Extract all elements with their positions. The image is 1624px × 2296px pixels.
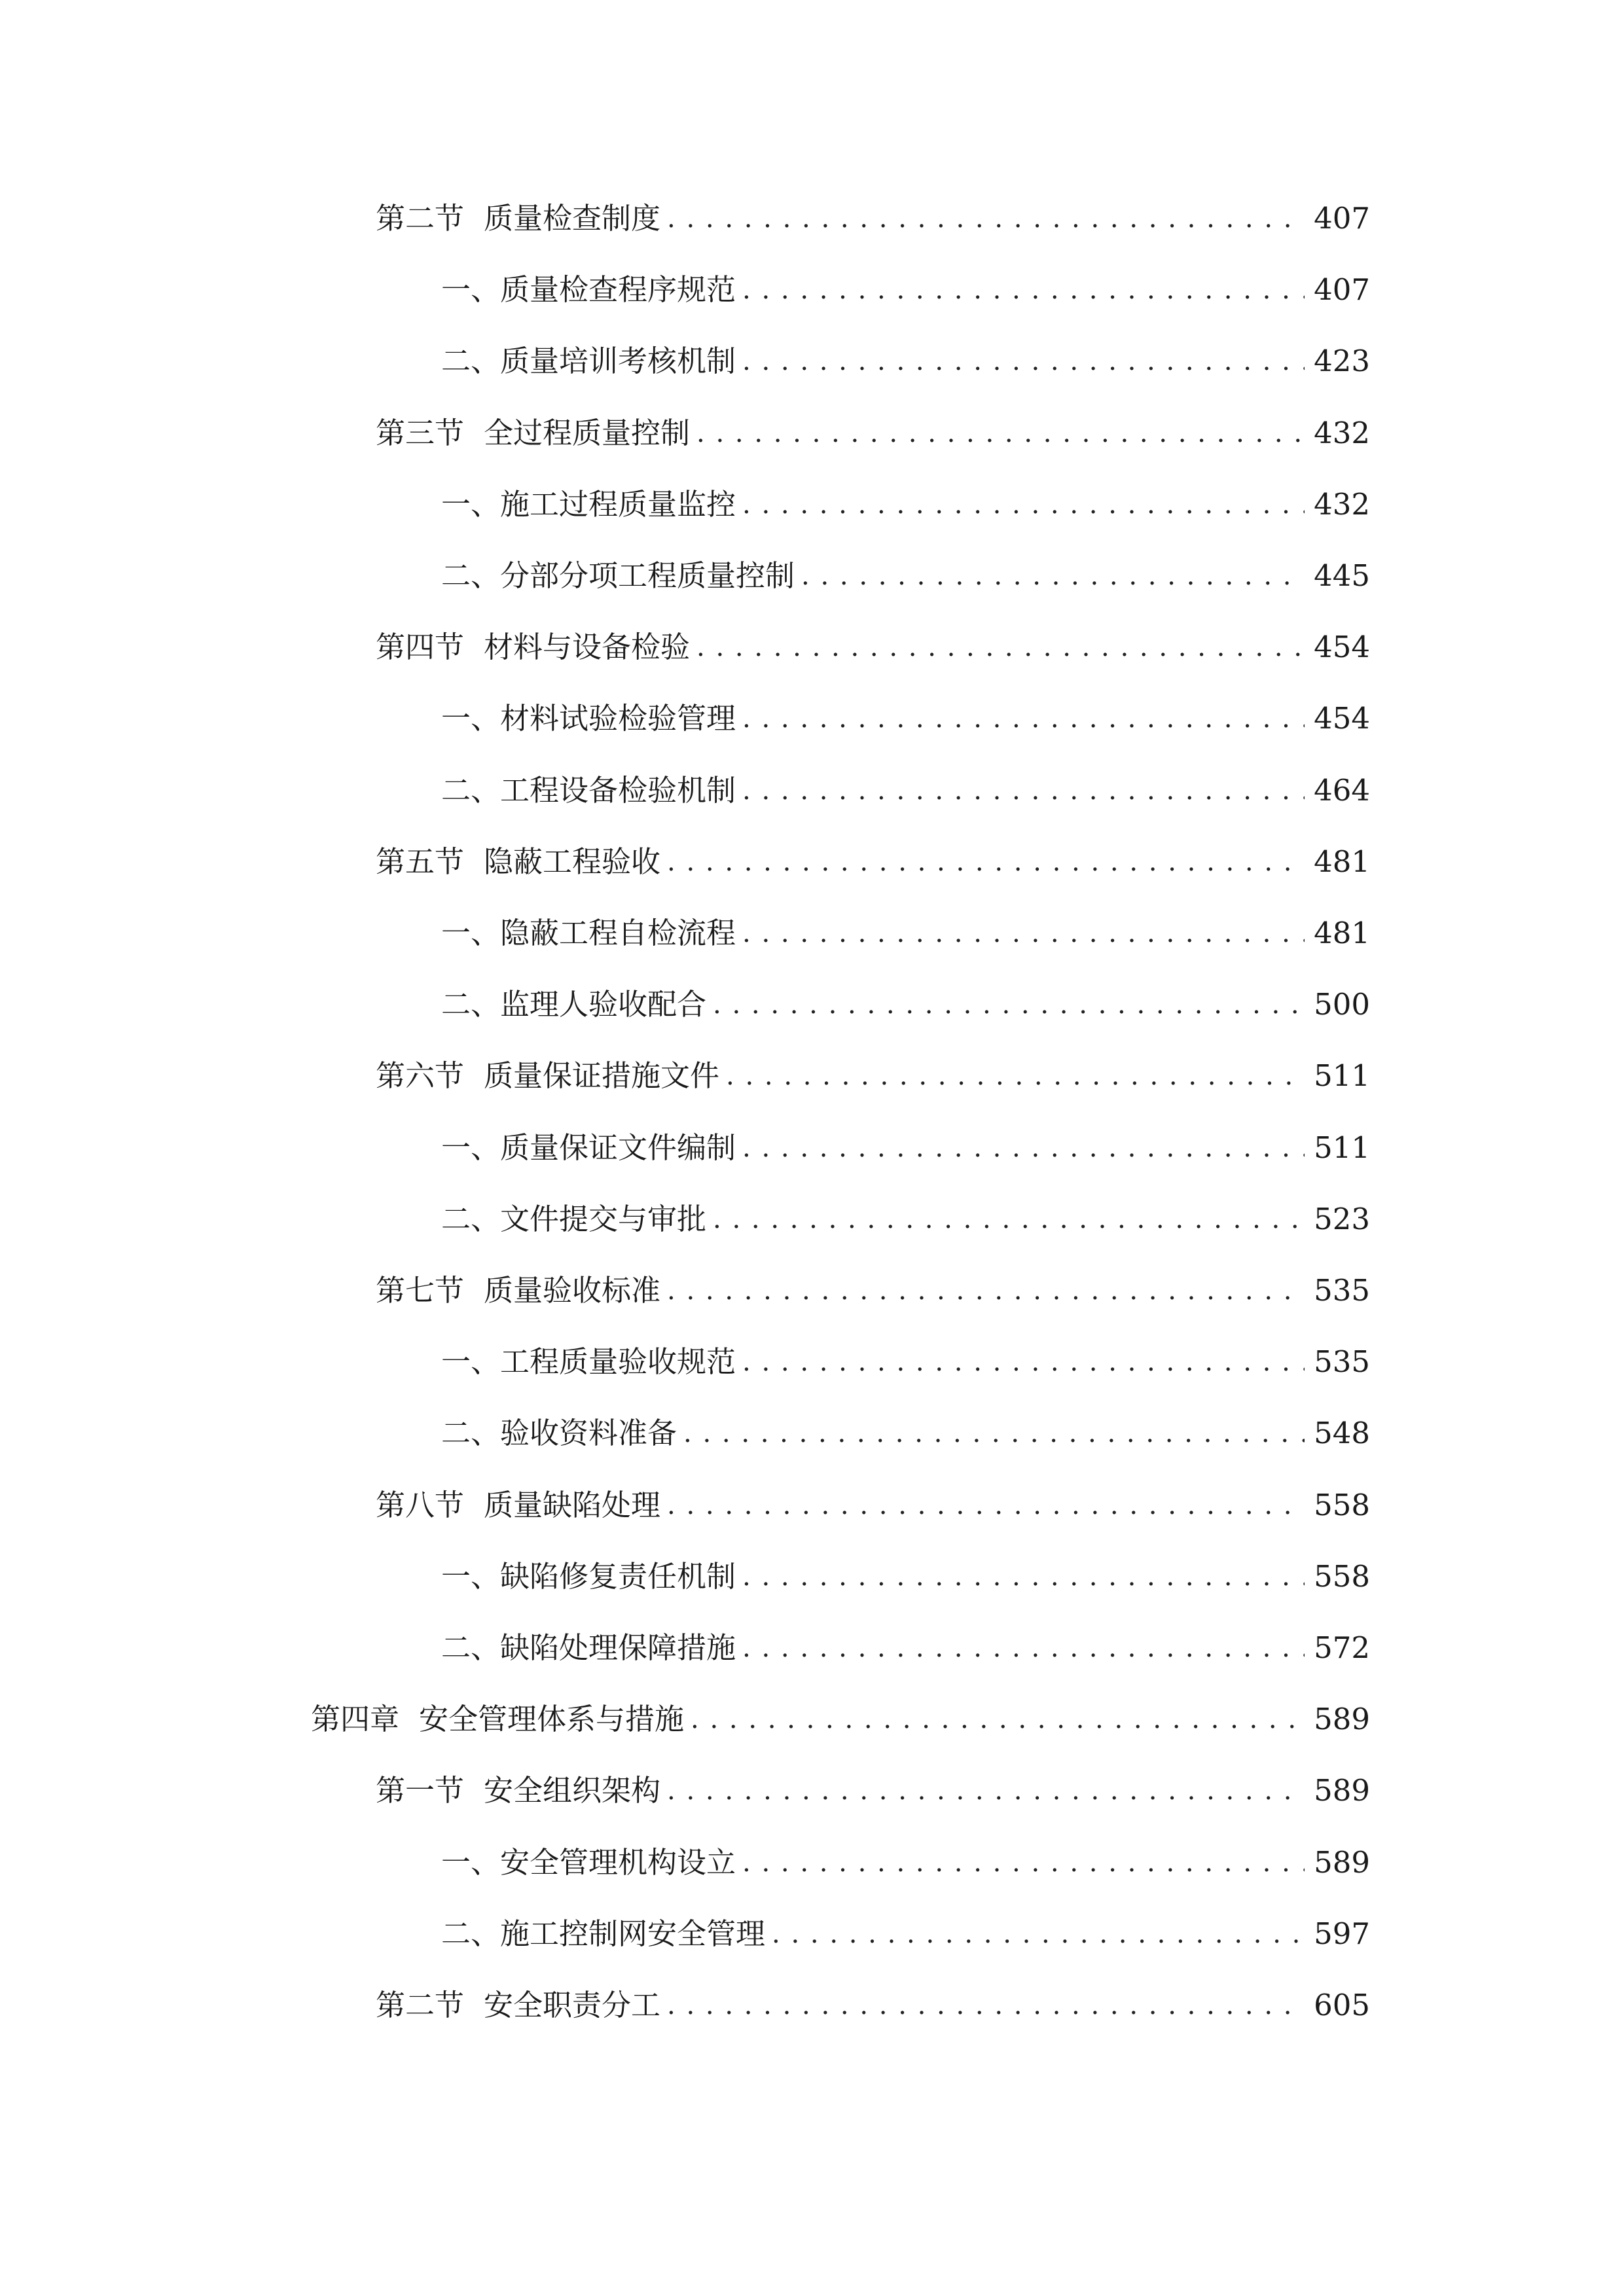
toc-entry-title: 隐蔽工程自检流程 bbox=[500, 916, 736, 950]
toc-dot-leader bbox=[726, 1052, 1305, 1100]
toc-entry-number: 二、 bbox=[441, 1202, 501, 1236]
toc-dot-leader bbox=[742, 910, 1305, 957]
toc-dot-leader bbox=[742, 266, 1305, 314]
toc-entry[interactable] bbox=[376, 624, 1370, 671]
toc-entry-title: 施工控制网安全管理 bbox=[500, 1916, 766, 1951]
toc-dot-leader bbox=[742, 481, 1305, 528]
toc-entry[interactable] bbox=[441, 1124, 1370, 1172]
toc-entry[interactable] bbox=[441, 266, 1370, 314]
toc-entry[interactable] bbox=[376, 1767, 1370, 1814]
toc-entry-title: 质量缺陷处理 bbox=[484, 1488, 661, 1522]
toc-entry[interactable] bbox=[441, 552, 1370, 600]
toc-dot-leader bbox=[667, 195, 1305, 242]
toc-entry-page-number: 432 bbox=[1314, 487, 1370, 522]
toc-entry[interactable] bbox=[376, 410, 1370, 457]
toc-entry[interactable] bbox=[441, 1624, 1370, 1672]
toc-entry-title: 缺陷修复责任机制 bbox=[500, 1559, 736, 1594]
toc-dot-leader bbox=[667, 1982, 1305, 2029]
toc-entry[interactable] bbox=[376, 838, 1370, 886]
toc-entry-page-number: 572 bbox=[1314, 1630, 1370, 1665]
toc-dot-leader bbox=[667, 1767, 1305, 1814]
toc-entry-number: 第四节 bbox=[376, 630, 465, 664]
toc-entry-title: 材料试验检验管理 bbox=[500, 701, 736, 736]
toc-entry-page-number: 407 bbox=[1314, 272, 1370, 307]
toc-entry-title: 缺陷处理保障措施 bbox=[500, 1630, 736, 1665]
toc-dot-leader bbox=[742, 1338, 1305, 1386]
toc-entry-page-number: 407 bbox=[1314, 201, 1370, 236]
toc-dot-leader bbox=[667, 1267, 1305, 1314]
toc-entry-number: 第三节 bbox=[376, 416, 465, 450]
toc-entry-number: 第二节 bbox=[376, 1988, 465, 2022]
toc-entry[interactable] bbox=[441, 1196, 1370, 1243]
toc-entry-page-number: 464 bbox=[1314, 773, 1370, 808]
toc-entry-number: 第六节 bbox=[376, 1058, 465, 1093]
toc-entry-number: 第八节 bbox=[376, 1488, 465, 1522]
toc-entry-title: 安全职责分工 bbox=[484, 1988, 661, 2022]
toc-dot-leader bbox=[742, 1124, 1305, 1172]
toc-entry[interactable] bbox=[441, 1338, 1370, 1386]
toc-entry-page-number: 558 bbox=[1314, 1559, 1370, 1594]
toc-entry-title: 质量保证措施文件 bbox=[484, 1058, 720, 1093]
toc-entry-page-number: 432 bbox=[1314, 416, 1370, 450]
toc-entry-page-number: 481 bbox=[1314, 916, 1370, 950]
toc-entry-number: 二、 bbox=[441, 773, 501, 808]
toc-dot-leader bbox=[742, 695, 1305, 742]
toc-entry-number: 一、 bbox=[441, 1130, 501, 1165]
toc-dot-leader bbox=[713, 1196, 1305, 1243]
toc-entry-title: 质量保证文件编制 bbox=[500, 1130, 736, 1165]
toc-entry-page-number: 511 bbox=[1314, 1058, 1370, 1093]
toc-entry-title: 验收资料准备 bbox=[500, 1416, 677, 1450]
toc-entry-number: 一、 bbox=[441, 487, 501, 522]
toc-entry[interactable] bbox=[441, 1410, 1370, 1457]
toc-entry-title: 隐蔽工程验收 bbox=[484, 844, 661, 879]
toc-entry-number: 一、 bbox=[441, 1344, 501, 1379]
toc-entry-number: 二、 bbox=[441, 1916, 501, 1951]
toc-dot-leader bbox=[696, 624, 1305, 671]
toc-entry-page-number: 548 bbox=[1314, 1416, 1370, 1450]
toc-entry-page-number: 454 bbox=[1314, 630, 1370, 664]
toc-entry-number: 第二节 bbox=[376, 201, 465, 236]
toc-entry-page-number: 423 bbox=[1314, 344, 1370, 378]
toc-entry[interactable] bbox=[441, 695, 1370, 742]
toc-entry-number: 二、 bbox=[441, 558, 501, 593]
toc-entry[interactable] bbox=[376, 1982, 1370, 2029]
toc-entry-number: 二、 bbox=[441, 987, 501, 1022]
toc-dot-leader bbox=[713, 981, 1305, 1028]
toc-entry[interactable] bbox=[376, 1052, 1370, 1100]
toc-entry[interactable] bbox=[441, 338, 1370, 385]
toc-dot-leader bbox=[691, 1696, 1305, 1743]
toc-entry-page-number: 454 bbox=[1314, 701, 1370, 736]
toc-entry-title: 工程设备检验机制 bbox=[500, 773, 736, 808]
toc-entry-page-number: 597 bbox=[1314, 1916, 1370, 1951]
toc-entry-title: 工程质量验收规范 bbox=[500, 1344, 736, 1379]
toc-dot-leader bbox=[742, 1624, 1305, 1672]
toc-entry-page-number: 511 bbox=[1314, 1130, 1370, 1165]
toc-entry-number: 第四章 bbox=[311, 1702, 400, 1736]
toc-dot-leader bbox=[667, 838, 1305, 886]
toc-dot-leader bbox=[667, 1482, 1305, 1529]
toc-entry[interactable] bbox=[441, 1910, 1370, 1958]
toc-entry[interactable] bbox=[311, 1696, 1370, 1743]
toc-entry-number: 一、 bbox=[441, 916, 501, 950]
toc-entry-page-number: 558 bbox=[1314, 1488, 1370, 1522]
toc-entry-number: 第一节 bbox=[376, 1773, 465, 1808]
toc-entry[interactable] bbox=[441, 481, 1370, 528]
toc-entry-page-number: 589 bbox=[1314, 1773, 1370, 1808]
toc-entry-page-number: 523 bbox=[1314, 1202, 1370, 1236]
toc-entry-title: 全过程质量控制 bbox=[484, 416, 691, 450]
toc-entry-number: 一、 bbox=[441, 1845, 501, 1880]
toc-entry[interactable] bbox=[441, 981, 1370, 1028]
toc-entry[interactable] bbox=[441, 1839, 1370, 1886]
toc-entry-page-number: 535 bbox=[1314, 1273, 1370, 1308]
toc-entry-page-number: 589 bbox=[1314, 1845, 1370, 1880]
toc-entry-number: 二、 bbox=[441, 344, 501, 378]
toc-entry-title: 质量验收标准 bbox=[484, 1273, 661, 1308]
toc-dot-leader bbox=[696, 410, 1305, 457]
toc-entry-title: 质量检查程序规范 bbox=[500, 272, 736, 307]
toc-entry-number: 二、 bbox=[441, 1416, 501, 1450]
toc-entry-page-number: 445 bbox=[1314, 558, 1370, 593]
toc-entry-number: 第五节 bbox=[376, 844, 465, 879]
toc-entry-title: 施工过程质量监控 bbox=[500, 487, 736, 522]
toc-dot-leader bbox=[772, 1910, 1305, 1958]
toc-entry[interactable] bbox=[376, 1482, 1370, 1529]
toc-entry-page-number: 500 bbox=[1314, 987, 1370, 1022]
toc-entry-page-number: 535 bbox=[1314, 1344, 1370, 1379]
toc-dot-leader bbox=[742, 1839, 1305, 1886]
toc-entry-number: 一、 bbox=[441, 272, 501, 307]
toc-entry-title: 监理人验收配合 bbox=[500, 987, 707, 1022]
toc-entry[interactable] bbox=[376, 195, 1370, 242]
toc-dot-leader bbox=[742, 338, 1305, 385]
toc-entry[interactable] bbox=[441, 767, 1370, 814]
toc-entry-page-number: 589 bbox=[1314, 1702, 1370, 1736]
toc-entry-page-number: 481 bbox=[1314, 844, 1370, 879]
toc-entry[interactable] bbox=[441, 910, 1370, 957]
toc-entry-number: 一、 bbox=[441, 1559, 501, 1594]
toc-entry-title: 材料与设备检验 bbox=[484, 630, 691, 664]
toc-entry[interactable] bbox=[441, 1553, 1370, 1600]
toc-dot-leader bbox=[683, 1410, 1305, 1457]
toc-entry-title: 安全组织架构 bbox=[484, 1773, 661, 1808]
toc-entry-title: 分部分项工程质量控制 bbox=[500, 558, 795, 593]
toc-dot-leader bbox=[742, 1553, 1305, 1600]
toc-dot-leader bbox=[742, 767, 1305, 814]
toc-entry-number: 第七节 bbox=[376, 1273, 465, 1308]
toc-entry-title: 安全管理机构设立 bbox=[500, 1845, 736, 1880]
toc-entry-title: 质量培训考核机制 bbox=[500, 344, 736, 378]
toc-dot-leader bbox=[801, 552, 1305, 600]
toc-entry[interactable] bbox=[376, 1267, 1370, 1314]
toc-entry-title: 安全管理体系与措施 bbox=[419, 1702, 685, 1736]
toc-entry-number: 一、 bbox=[441, 701, 501, 736]
toc-entry-number: 二、 bbox=[441, 1630, 501, 1665]
toc-entry-title: 质量检查制度 bbox=[484, 201, 661, 236]
toc-entry-title: 文件提交与审批 bbox=[500, 1202, 707, 1236]
toc-entry-page-number: 605 bbox=[1314, 1988, 1370, 2022]
